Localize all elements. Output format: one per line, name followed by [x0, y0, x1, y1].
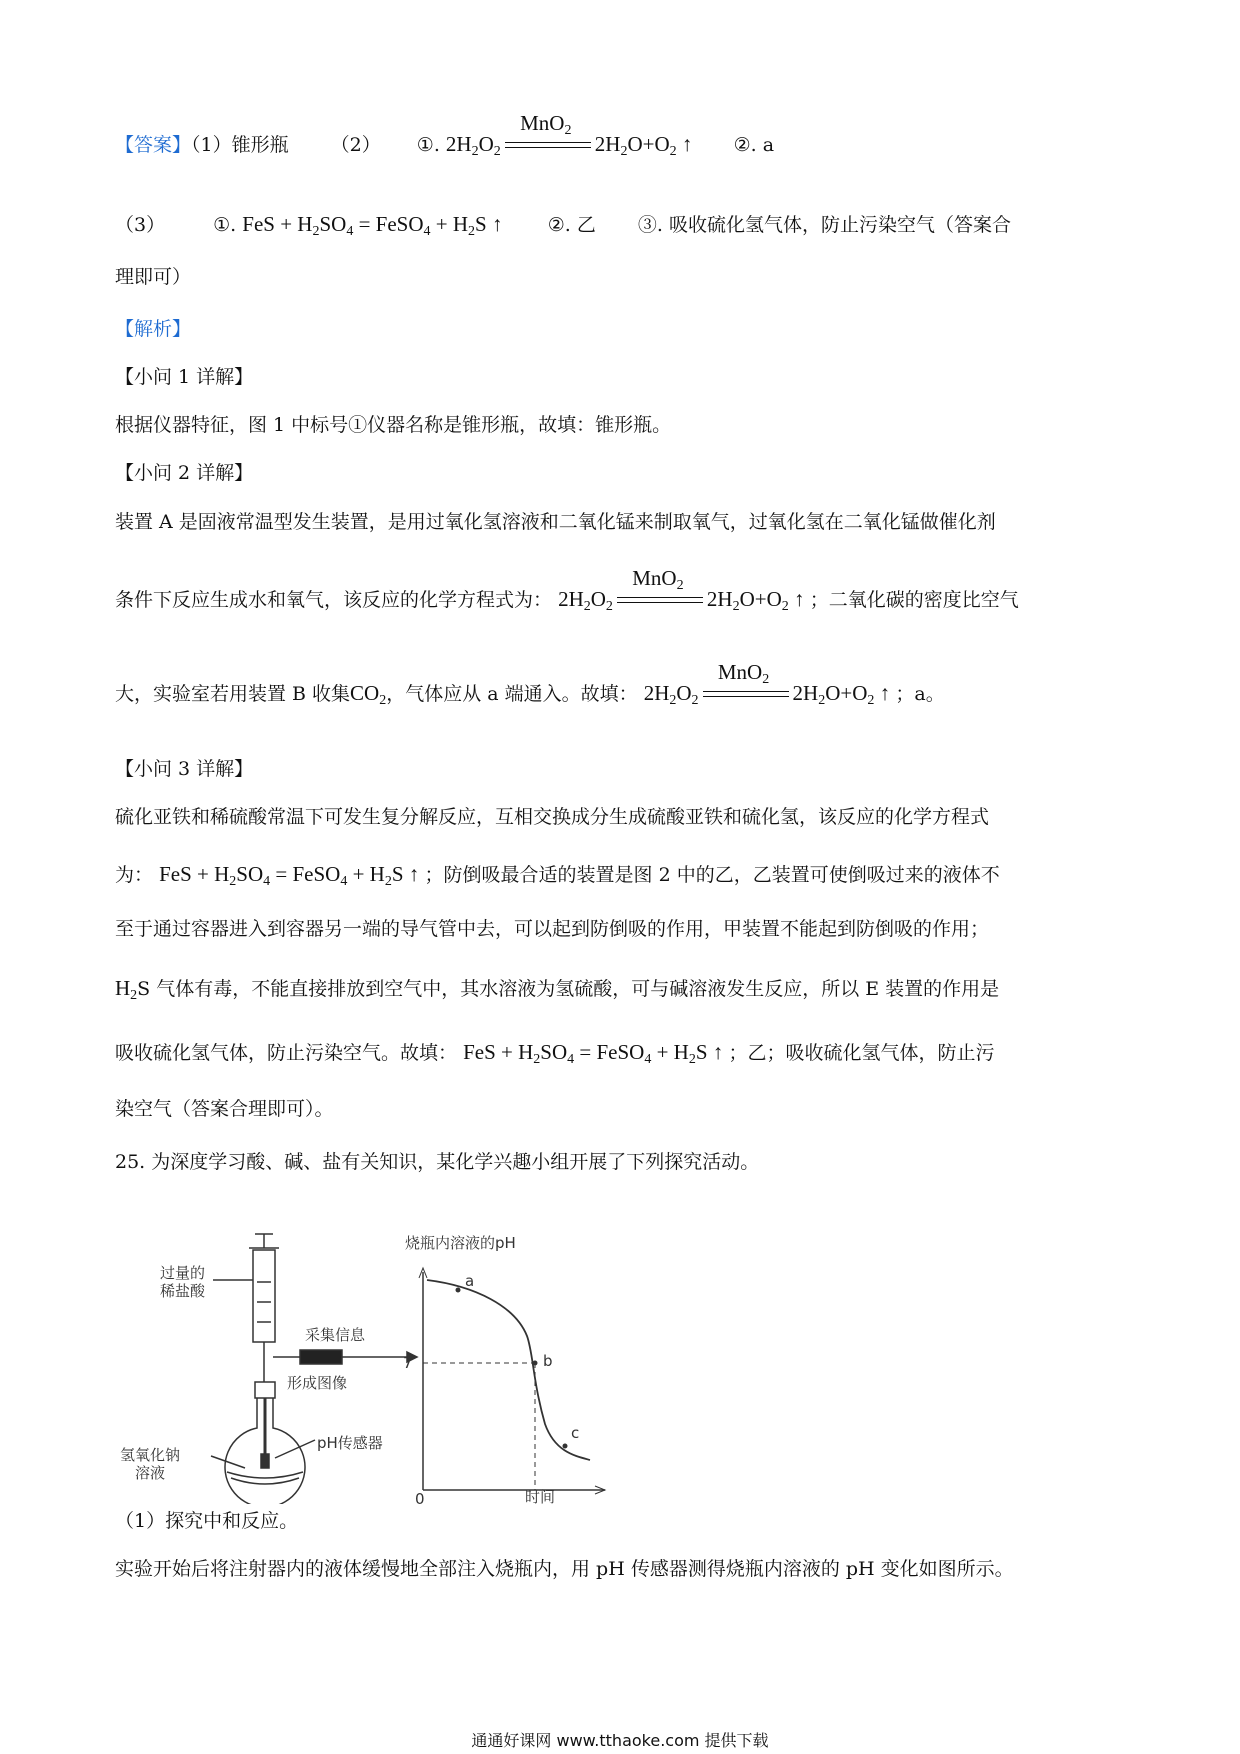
answer-part-3-a: ①. — [213, 214, 237, 236]
answer-line-2 — [115, 214, 1011, 239]
q3-line-1: 硫化亚铁和稀硫酸常温下可发生复分解反应，互相交换成分生成硫酸亚铁和硫化氢，该反应的化学方程式 — [115, 806, 990, 828]
answer-part-3-num: （3） — [115, 214, 166, 236]
syringe — [253, 1250, 275, 1342]
q25-sub-1: （1）探究中和反应。 — [115, 1510, 299, 1532]
q3-heading: 【小问 3 详解】 — [115, 758, 254, 780]
y-tick-7: 7 — [403, 1354, 413, 1372]
point-c — [563, 1444, 568, 1449]
answer-line-1 — [115, 111, 775, 159]
point-a-label: a — [465, 1272, 475, 1290]
q3-line-2: 为： FeS + $H_2SO_4$ = FeSO$_4$ + $H_2S$ ↑ ；防倒吸最合适的装置是图 2 中的乙，乙装置可使倒吸过来的液体不 — [115, 862, 1000, 889]
q1-heading: 【小问 1 详解】 — [115, 366, 254, 388]
label-solution: 溶液 — [135, 1464, 166, 1482]
analysis-tag: 【解析】 — [115, 318, 192, 340]
point-a — [456, 1288, 461, 1293]
label-excess: 过量的 — [160, 1264, 206, 1282]
q2-line-3: 大，实验室若用装置 B 收集$CO_2$，气体应从 a 端通入。故填： $2H_2O_2$ MnO$_2$ $2H_2O+O_2$ ↑ ；a。 — [115, 660, 945, 708]
answer-part-3-b: ②. 乙 — [547, 214, 596, 236]
answer-part-2-b: ②. a — [733, 134, 775, 156]
q2-line-2: 条件下反应生成水和氧气，该反应的化学方程式为： $2H_2O_2$ MnO$_2$ $2H_2O+O_2$ ↑ ；二氧化碳的密度比空气 — [115, 566, 1019, 614]
answer-part-2-num: （2） — [330, 134, 381, 156]
point-b-label: b — [543, 1352, 553, 1370]
q25-title: 25. 为深度学习酸、碱、盐有关知识，某化学兴趣小组开展了下列探究活动。 — [115, 1151, 760, 1173]
footer: 通通好课网 www.tthaoke.com 提供下载 — [471, 1731, 769, 1750]
ph-curve — [427, 1280, 590, 1460]
q1-text: 根据仪器特征，图 1 中标号①仪器名称是锥形瓶，故填：锥形瓶。 — [115, 414, 672, 436]
label-collect: 采集信息 — [305, 1326, 366, 1344]
point-c-label: c — [571, 1424, 580, 1442]
label-form: 形成图像 — [287, 1374, 348, 1392]
equation-h2o2: $2H_2O_2$ MnO$_2$ $2H_2O+O_2$ ↑ — [643, 660, 891, 708]
q2-line-1: 装置 A 是固液常温型发生装置，是用过氧化氢溶液和二氧化锰来制取氧气，过氧化氢在二氧化锰做催化剂 — [115, 511, 996, 533]
experiment-figure — [115, 1232, 635, 1504]
answer-part-3-c: ③. 吸收硫化氢气体，防止污染空气（答案合 — [637, 214, 1011, 236]
label-sensor: pH传感器 — [317, 1434, 383, 1452]
data-collector — [300, 1350, 342, 1364]
q3-line-4: $H_2S$ 气体有毒，不能直接排放到空气中，其水溶液为氢硫酸，可与碱溶液发生反应，所以 E 装置的作用是 — [115, 976, 1000, 1003]
label-hcl: 稀盐酸 — [160, 1282, 206, 1300]
equation-fes: FeS + $H_2SO_4$ = FeSO$_4$ + $H_2S$ ↑ — [159, 862, 420, 889]
equation-h2o2: $2H_2O_2$ MnO$_2$ $2H_2O+O_2$ ↑ — [445, 111, 693, 159]
ph-chart — [403, 1234, 605, 1504]
answer-line-3: 理即可） — [115, 266, 192, 288]
equation-fes: FeS + $H_2SO_4$ = FeSO$_4$ + $H_2S$ ↑ — [463, 1040, 724, 1067]
answer-part-2-a: ①. — [416, 134, 440, 156]
q2-heading: 【小问 2 详解】 — [115, 462, 254, 484]
answer-tag: 【答案】 — [115, 134, 192, 156]
origin-label: 0 — [415, 1490, 425, 1504]
equation-fes: FeS + $H_2SO_4$ = FeSO$_4$ + $H_2S$ ↑ — [242, 212, 503, 239]
q3-line-5: 吸收硫化氢气体，防止污染空气。故填： FeS + $H_2SO_4$ = FeSO$_4$ + $H_2S$ ↑ ；乙；吸收硫化氢气体，防止污 — [115, 1040, 995, 1067]
answer-part-1: （1）锥形瓶 — [191, 134, 289, 156]
x-axis-label: 时间 — [525, 1488, 556, 1504]
label-naoh: 氢氧化钠 — [120, 1446, 181, 1464]
ph-sensor — [261, 1454, 269, 1468]
q25-text: 实验开始后将注射器内的液体缓慢地全部注入烧瓶内，用 pH 传感器测得烧瓶内溶液的 pH 变化如图所示。 — [115, 1558, 1014, 1580]
y-axis-label: 烧瓶内溶液的pH — [405, 1234, 516, 1252]
q3-line-3: 至于通过容器进入到容器另一端的导气管中去，可以起到防倒吸的作用，甲装置不能起到防倒吸的作用； — [115, 918, 990, 940]
q3-line-6: 染空气（答案合理即可）。 — [115, 1098, 334, 1120]
stopper — [255, 1382, 275, 1398]
equation-h2o2: $2H_2O_2$ MnO$_2$ $2H_2O+O_2$ ↑ — [558, 566, 805, 614]
catalyst-arrow: MnO$_2$ — [505, 141, 591, 151]
point-b — [533, 1361, 538, 1366]
